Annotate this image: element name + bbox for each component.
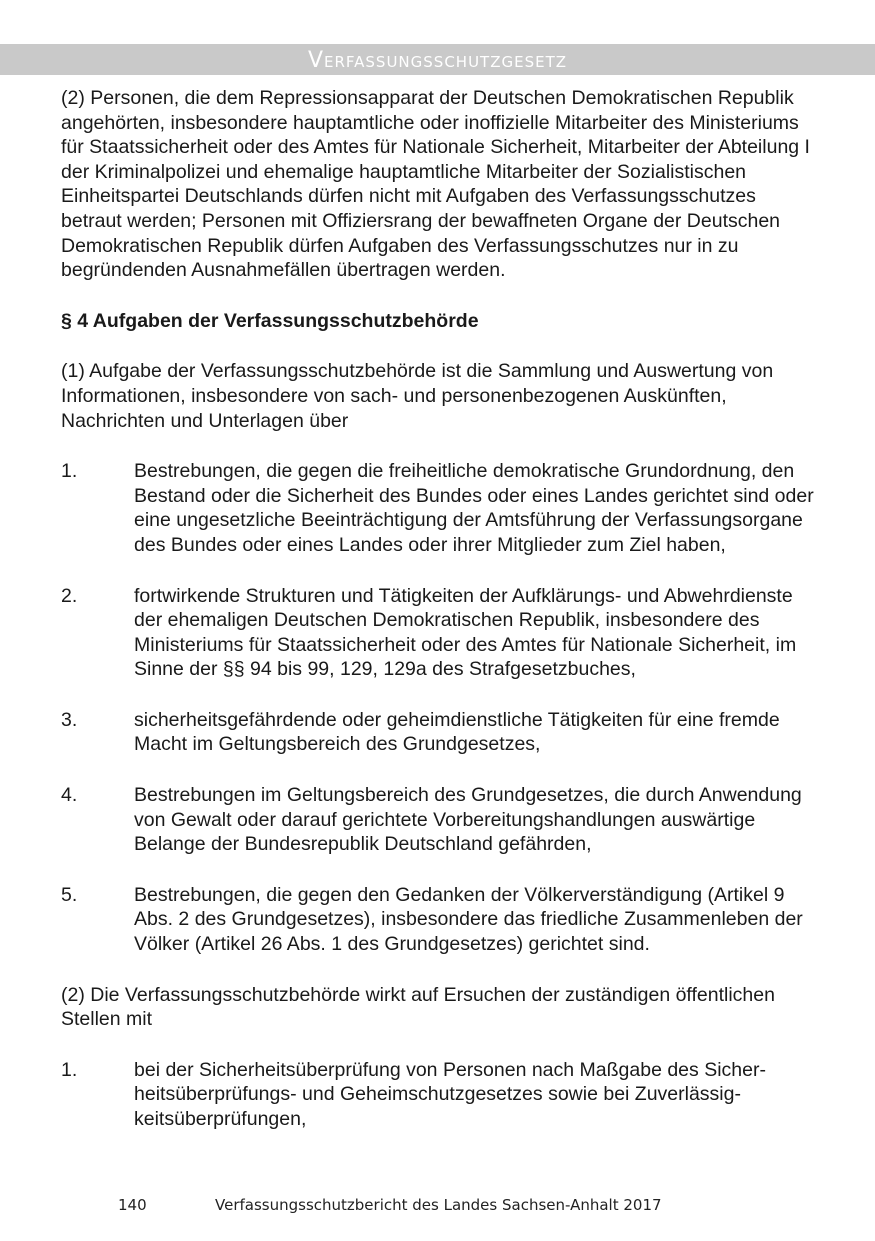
list-item	[61, 783, 821, 857]
paragraph-1: (1) Aufgabe der Verfassungsschutzbehörde ist die Sammlung und Auswertung von Informationen, insbesondere von sach- und personenbezogenen Auskünften, Nachrichten und Unterlagen über	[61, 360, 774, 432]
list-item-number: 1.	[61, 460, 78, 483]
list-item-text: Bestrebungen, die gegen die freiheitliche demokratische Grundordnung, den Bestand oder die Sicherheit des Bundes oder eines Landes gerichtet sind oder eine ungesetzliche Beeinträchtigung der Amtsführung der Verfassungsorgane des Bundes oder eines Landes oder ihrer Mitglieder zum Ziel haben,	[134, 460, 814, 556]
list-item-number: 3.	[61, 708, 78, 731]
enumerated-list-1	[61, 459, 821, 957]
list-item-text: Bestrebungen im Geltungsbereich des Grundgesetzes, die durch Anwendung von Gewalt oder darauf gerichtete Vorbereitungshandlungen auswärtige Belange der Bundesrepublik Deutschland gefährden,	[134, 784, 802, 856]
page-header-bar	[0, 44, 875, 75]
list-item	[61, 708, 821, 757]
page-number: 140	[118, 1196, 147, 1214]
list-item-text: fortwirkende Strukturen und Tätigkeiten der Aufklärungs- und Abwehrdienste der ehemaligen Deutschen Demokratischen Republik, insbesondere des Ministeriums für Staatssicherheit oder des Amtes für Nationale Sicherheit, im Sinne der §§ 94 bis 99, 129, 129a des Strafgesetzbuches,	[134, 584, 797, 681]
paragraph-2: (2) Die Verfassungsschutzbehörde wirkt auf Ersuchen der zuständigen öffentlichen Stellen mit	[61, 983, 775, 1031]
list-item	[61, 584, 821, 682]
list-item-number: 5.	[61, 883, 78, 906]
footer-title: Verfassungsschutzbericht des Landes Sachsen-Anhalt 2017	[215, 1196, 662, 1214]
list-item-number: 2.	[61, 584, 78, 607]
intro-paragraph: (2) Personen, die dem Repressionsapparat der Deutschen Demokratischen Republik angehörten, insbesondere hauptamtliche oder inoffizielle Mitarbeiter des Ministeriums für Staatssicherheit oder des Amtes für Nationale Sicherheit, Mitarbeiter der Abteilung I der Kriminalpolizei und ehemalige hauptamtliche Mitarbeiter der Sozialistischen Einheitspartei Deutschlands dürfen nicht mit Aufgaben des Verfassungsschutzes betraut werden; Personen mit Offiziersrang der bewaffneten Organe der Deutschen Demokratischen Republik dürfen Aufgaben des Verfassungsschutzes nur in zu begründenden Ausnahmefällen übertragen werden.	[61, 87, 810, 282]
list-item	[61, 883, 821, 957]
list-item-number: 4.	[61, 784, 78, 807]
list-item	[61, 459, 821, 557]
enumerated-list-2	[61, 1058, 821, 1132]
running-header-title: Verfassungsschutzgesetz	[307, 48, 568, 73]
list-item-text: Bestrebungen, die gegen den Gedanken der Völkerverständigung (Artikel 9 Abs. 2 des Grundgesetzes), insbesondere das friedliche Zusammenleben der Völker (Artikel 26 Abs. 1 des Grundgesetzes) gerichtet sind.	[134, 883, 803, 956]
list-item	[61, 1058, 821, 1132]
list-item-text: bei der Sicherheitsüberprüfung von Personen nach Maßgabe des Sicherheitsüberprüfungs- und Geheimschutzgesetzes sowie bei Zuverlässigkeitsüberprüfungen,	[134, 1058, 766, 1130]
document-body	[61, 86, 821, 1158]
list-item-text: sicherheitsgefährdende oder geheimdienstliche Tätigkeiten für eine fremde Macht im Geltungsbereich des Grundgesetzes,	[134, 708, 780, 756]
section-heading: § 4 Aufgaben der Verfassungsschutzbehörde	[61, 309, 479, 332]
list-item-number: 1.	[61, 1058, 78, 1081]
